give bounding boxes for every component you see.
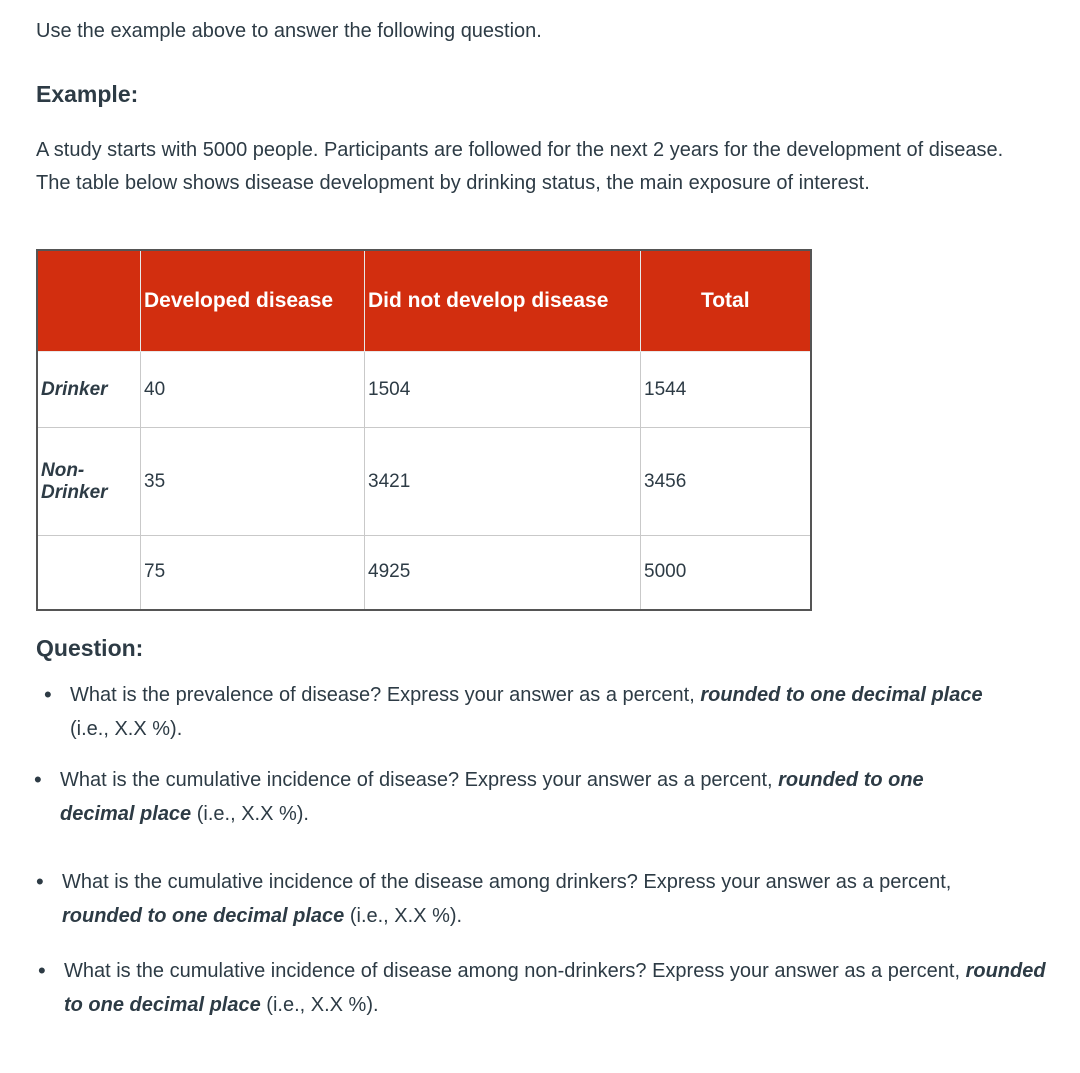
bullet-icon: • <box>36 869 44 894</box>
header-cell-empty <box>37 250 141 352</box>
question-suffix: (i.e., X.X %). <box>344 905 463 927</box>
cell-drinker-total: 1544 <box>641 352 811 428</box>
bullet-icon: • <box>44 682 52 707</box>
header-total: Total <box>641 250 811 352</box>
question-text: What is the prevalence of disease? Express your answer as a percent, <box>70 684 701 706</box>
cell-non-drinker-total: 3456 <box>641 428 811 536</box>
header-did-not-develop-disease: Did not develop disease <box>365 250 641 352</box>
disease-table <box>36 249 812 611</box>
row-label-total <box>37 536 141 610</box>
question-suffix: (i.e., X.X %). <box>260 994 379 1016</box>
question-text: What is the cumulative incidence of disease among non-drinkers? Express your answer as a percent, <box>64 960 966 982</box>
bullet-icon: • <box>38 958 46 983</box>
question-emphasis: rounded to one decimal place <box>700 684 983 706</box>
question-emphasis: rounded to one decimal place <box>60 769 924 825</box>
list-item <box>44 678 990 746</box>
intro-text: Use the example above to answer the following question. <box>36 20 542 42</box>
cell-drinker-developed: 40 <box>141 352 365 428</box>
table-row-drinker <box>37 352 811 428</box>
question-emphasis: rounded to one decimal place <box>64 960 1046 1016</box>
question-emphasis: rounded to one decimal place <box>62 905 345 927</box>
example-heading: Example: <box>36 81 139 107</box>
question-text: What is the cumulative incidence of the disease among drinkers? Express your answer as a percent, <box>62 871 952 893</box>
cell-total-not-developed: 4925 <box>365 536 641 610</box>
cell-drinker-not-developed: 1504 <box>365 352 641 428</box>
cell-non-drinker-developed: 35 <box>141 428 365 536</box>
row-label-non-drinker: Non-Drinker <box>37 428 141 536</box>
cell-total-total: 5000 <box>641 536 811 610</box>
question-suffix: (i.e., X.X %). <box>70 718 183 740</box>
cell-total-developed: 75 <box>141 536 365 610</box>
header-developed-disease: Developed disease <box>141 250 365 352</box>
row-label-drinker: Drinker <box>37 352 141 428</box>
table-header-row <box>37 250 811 352</box>
list-item <box>36 865 982 933</box>
table-row-non-drinker <box>37 428 811 536</box>
question-heading: Question: <box>36 635 144 661</box>
table-row-total <box>37 536 811 610</box>
list-item <box>34 763 1000 831</box>
cell-non-drinker-not-developed: 3421 <box>365 428 641 536</box>
list-item <box>38 954 1064 1022</box>
question-text: What is the cumulative incidence of disease? Express your answer as a percent, <box>60 769 779 791</box>
question-suffix: (i.e., X.X %). <box>191 803 309 825</box>
bullet-icon: • <box>34 767 42 792</box>
example-paragraph: A study starts with 5000 people. Participants are followed for the next 2 years for the development of disease. The table below shows disease development by drinking status, the main exposure of interest. <box>36 139 1004 194</box>
